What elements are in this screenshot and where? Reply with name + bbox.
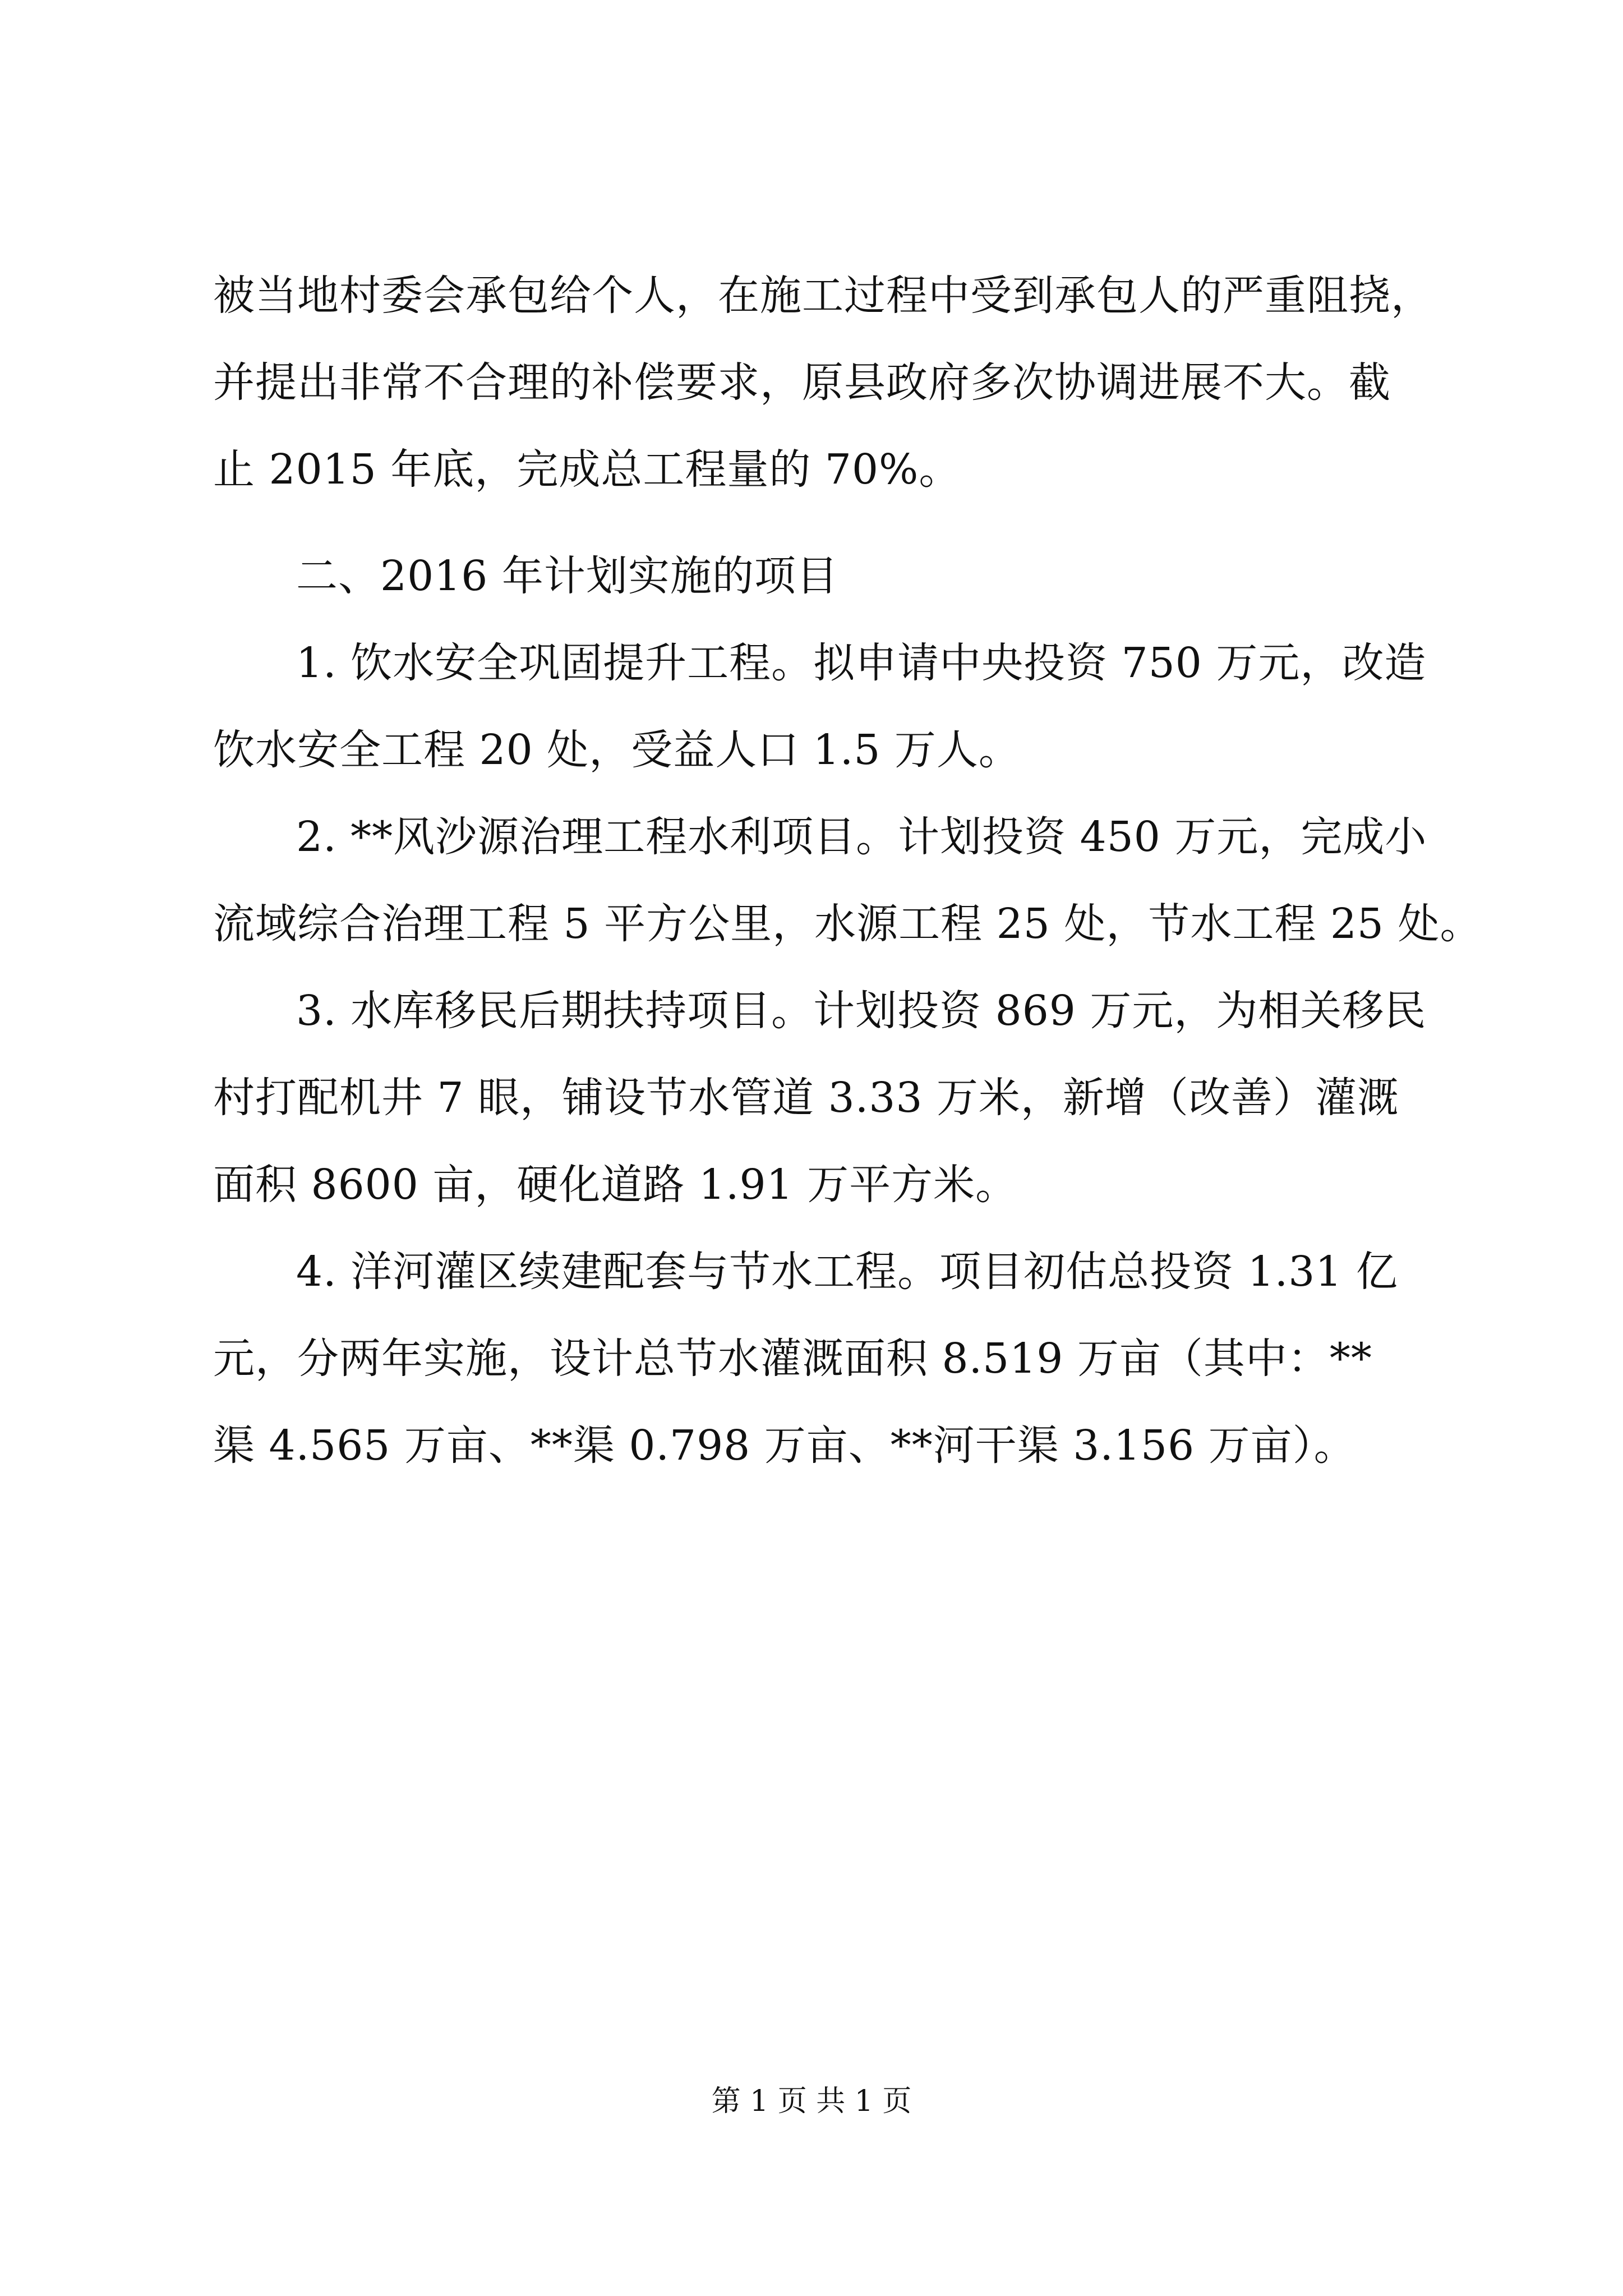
body-text-line: 渠 4.565 万亩、**渠 0.798 万亩、**河干渠 3.156 万亩）。: [213, 1421, 1356, 1470]
body-text-line: 面积 8600 亩，硬化道路 1.91 万平方米。: [213, 1161, 1018, 1209]
body-text-line: 2. **风沙源治理工程水利项目。计划投资 450 万元，完成小: [296, 813, 1427, 861]
body-text-line: 饮水安全工程 20 处，受益人口 1.5 万人。: [213, 726, 1021, 774]
body-text-line: 流域综合治理工程 5 平方公里，水源工程 25 处，节水工程 25 处。: [213, 900, 1482, 948]
section-heading: 二、2016 年计划实施的项目: [296, 552, 838, 600]
body-text-line: 村打配机井 7 眼，铺设节水管道 3.33 万米，新增（改善）灌溉: [213, 1074, 1399, 1122]
body-text-line: 3. 水库移民后期扶持项目。计划投资 869 万元，为相关移民: [296, 987, 1427, 1035]
body-text-line: 止 2015 年底，完成总工程量的 70%。: [213, 445, 961, 494]
body-text-line: 1. 饮水安全巩固提升工程。拟申请中央投资 750 万元，改造: [296, 639, 1427, 687]
page-footer: 第 1 页 共 1 页: [711, 2085, 912, 2118]
body-text-line: 元，分两年实施，设计总节水灌溉面积 8.519 万亩（其中：**: [213, 1335, 1372, 1383]
body-text-line: 4. 洋河灌区续建配套与节水工程。项目初估总投资 1.31 亿: [296, 1248, 1398, 1296]
body-text-line: 被当地村委会承包给个人，在施工过程中受到承包人的严重阻挠，: [213, 272, 1433, 320]
body-text-line: 并提出非常不合理的补偿要求，原县政府多次协调进展不大。截: [213, 358, 1391, 407]
